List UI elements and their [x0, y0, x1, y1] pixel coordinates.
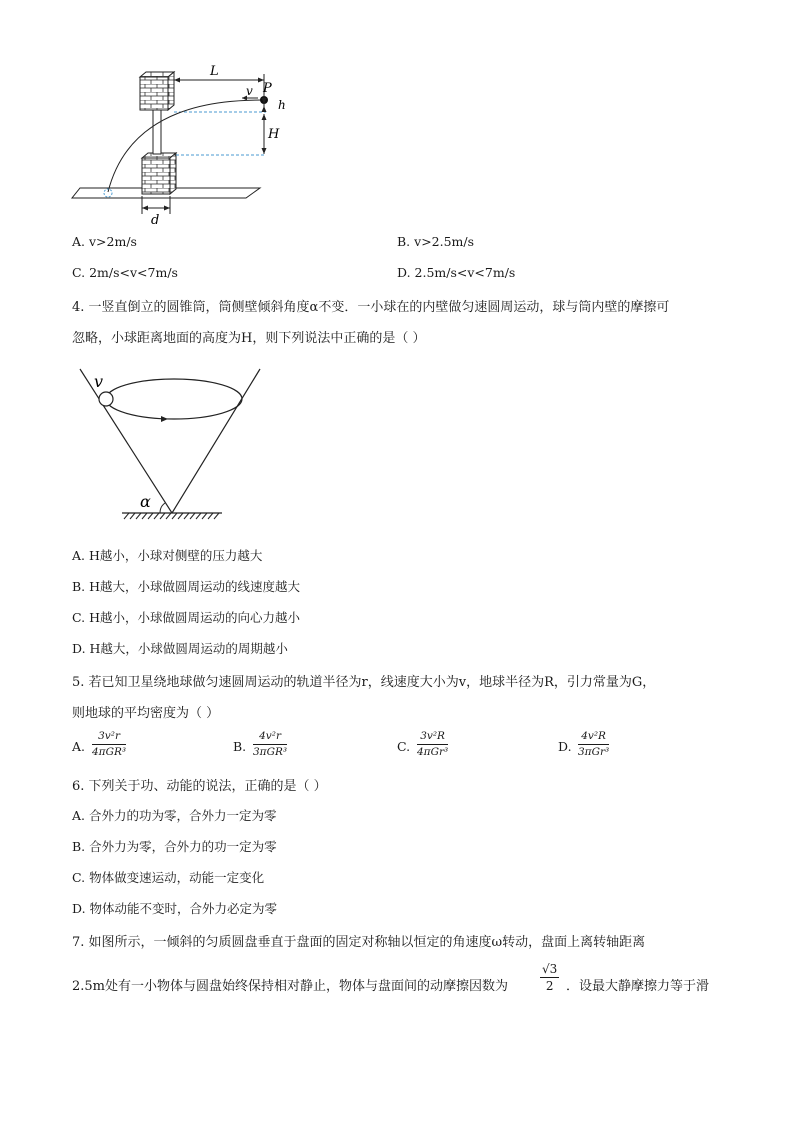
q3-option-d: D. 2.5m/s<v<7m/s [397, 265, 516, 280]
q7-stem-line1: 7. 如图所示，一倾斜的匀质圆盘垂直于盘面的固定对称轴以恒定的角速度ω转动，盘面上离转轴距离 [72, 935, 646, 950]
q5-option-b-denominator: 3πGR³ [253, 745, 288, 758]
q4-stem-line2: 忽略，小球距离地面的高度为H，则下列说法中正确的是（ ） [72, 331, 426, 346]
label-p: P [263, 81, 272, 96]
q5-option-b-fraction [253, 731, 287, 757]
q4-option-d: D. H越大，小球做圆周运动的周期越小 [72, 641, 288, 656]
label-v: v [94, 372, 104, 391]
q6-option-a: A. 合外力的功为零，合外力一定为零 [72, 808, 277, 823]
angle-arc [160, 503, 165, 513]
circular-orbit [106, 379, 242, 419]
q5-option-a-numerator: 3v²r [92, 731, 126, 745]
q5-option-d-fraction [578, 731, 609, 757]
q7-stem-line2-b: ．设最大静摩擦力等于滑 [566, 979, 710, 994]
trajectory-curve [108, 100, 264, 192]
label-v: v [246, 84, 253, 98]
label-h-small: h [278, 98, 286, 112]
q5-option-c-fraction [417, 731, 448, 757]
q3-option-c: C. 2m/s<v<7m/s [72, 265, 178, 280]
q5-option-d-numerator: 4v²R [578, 731, 609, 745]
q4-stem-line1: 4. 一竖直倒立的圆锥筒，筒侧壁倾斜角度α不变．一小球在的内壁做匀速圆周运动，球与筒内壁的摩擦可 [72, 300, 670, 315]
q5-option-c-numerator: 3v²R [417, 731, 448, 745]
q6-option-d: D. 物体动能不变时，合外力必定为零 [72, 901, 278, 916]
q4-option-c: C. H越小，小球做圆周运动的向心力越小 [72, 610, 300, 625]
q6-stem: 6. 下列关于功、动能的说法，正确的是（ ） [72, 779, 327, 794]
label-d: d [151, 213, 160, 228]
lower-wall [142, 153, 176, 194]
cone-right-wall [172, 369, 260, 513]
q5-option-c-denominator: 4πGr³ [417, 745, 449, 758]
q4-cone-figure [72, 365, 232, 525]
q5-stem-line1: 5. 若已知卫星绕地球做匀速圆周运动的轨道半径为r，线速度大小为v，地球半径为R，引力常量为G， [72, 675, 656, 690]
q5-option-a-fraction [92, 731, 126, 757]
q3-option-b: B. v>2.5m/s [397, 234, 475, 249]
wall-pillar [153, 108, 161, 154]
q3-figure [70, 60, 286, 230]
q7-fraction-numerator: √3 [542, 962, 558, 976]
label-h-big: H [268, 127, 280, 142]
ball [99, 392, 113, 406]
q5-stem-line2: 则地球的平均密度为（ ） [72, 706, 220, 721]
q6-option-c: C. 物体做变速运动，动能一定变化 [72, 870, 265, 885]
q5-option-a-label: A. [72, 739, 86, 754]
q7-fraction-denominator: 2 [545, 979, 554, 993]
q5-option-d-label: D. [558, 739, 572, 754]
q7-friction-fraction [540, 963, 559, 992]
q4-option-a: A. H越小，小球对侧壁的压力越大 [72, 548, 263, 563]
q5-option-c-label: C. [397, 739, 411, 754]
upper-wall [140, 72, 174, 110]
label-l: L [210, 64, 219, 79]
q5-option-b-numerator: 4v²r [253, 731, 287, 745]
q5-option-a-denominator: 4πGR³ [92, 745, 127, 758]
label-alpha: α [140, 492, 151, 511]
q3-option-a: A. v>2m/s [72, 234, 137, 249]
q5-option-b-label: B. [233, 739, 247, 754]
q5-option-d-denominator: 3πGr³ [578, 745, 610, 758]
q4-option-b: B. H越大，小球做圆周运动的线速度越大 [72, 579, 301, 594]
q6-option-b: B. 合外力为零，合外力的功一定为零 [72, 839, 277, 854]
q7-stem-line2-a: 2.5m处有一小物体与圆盘始终保持相对静止，物体与盘面间的动摩擦因数为 [72, 979, 509, 994]
